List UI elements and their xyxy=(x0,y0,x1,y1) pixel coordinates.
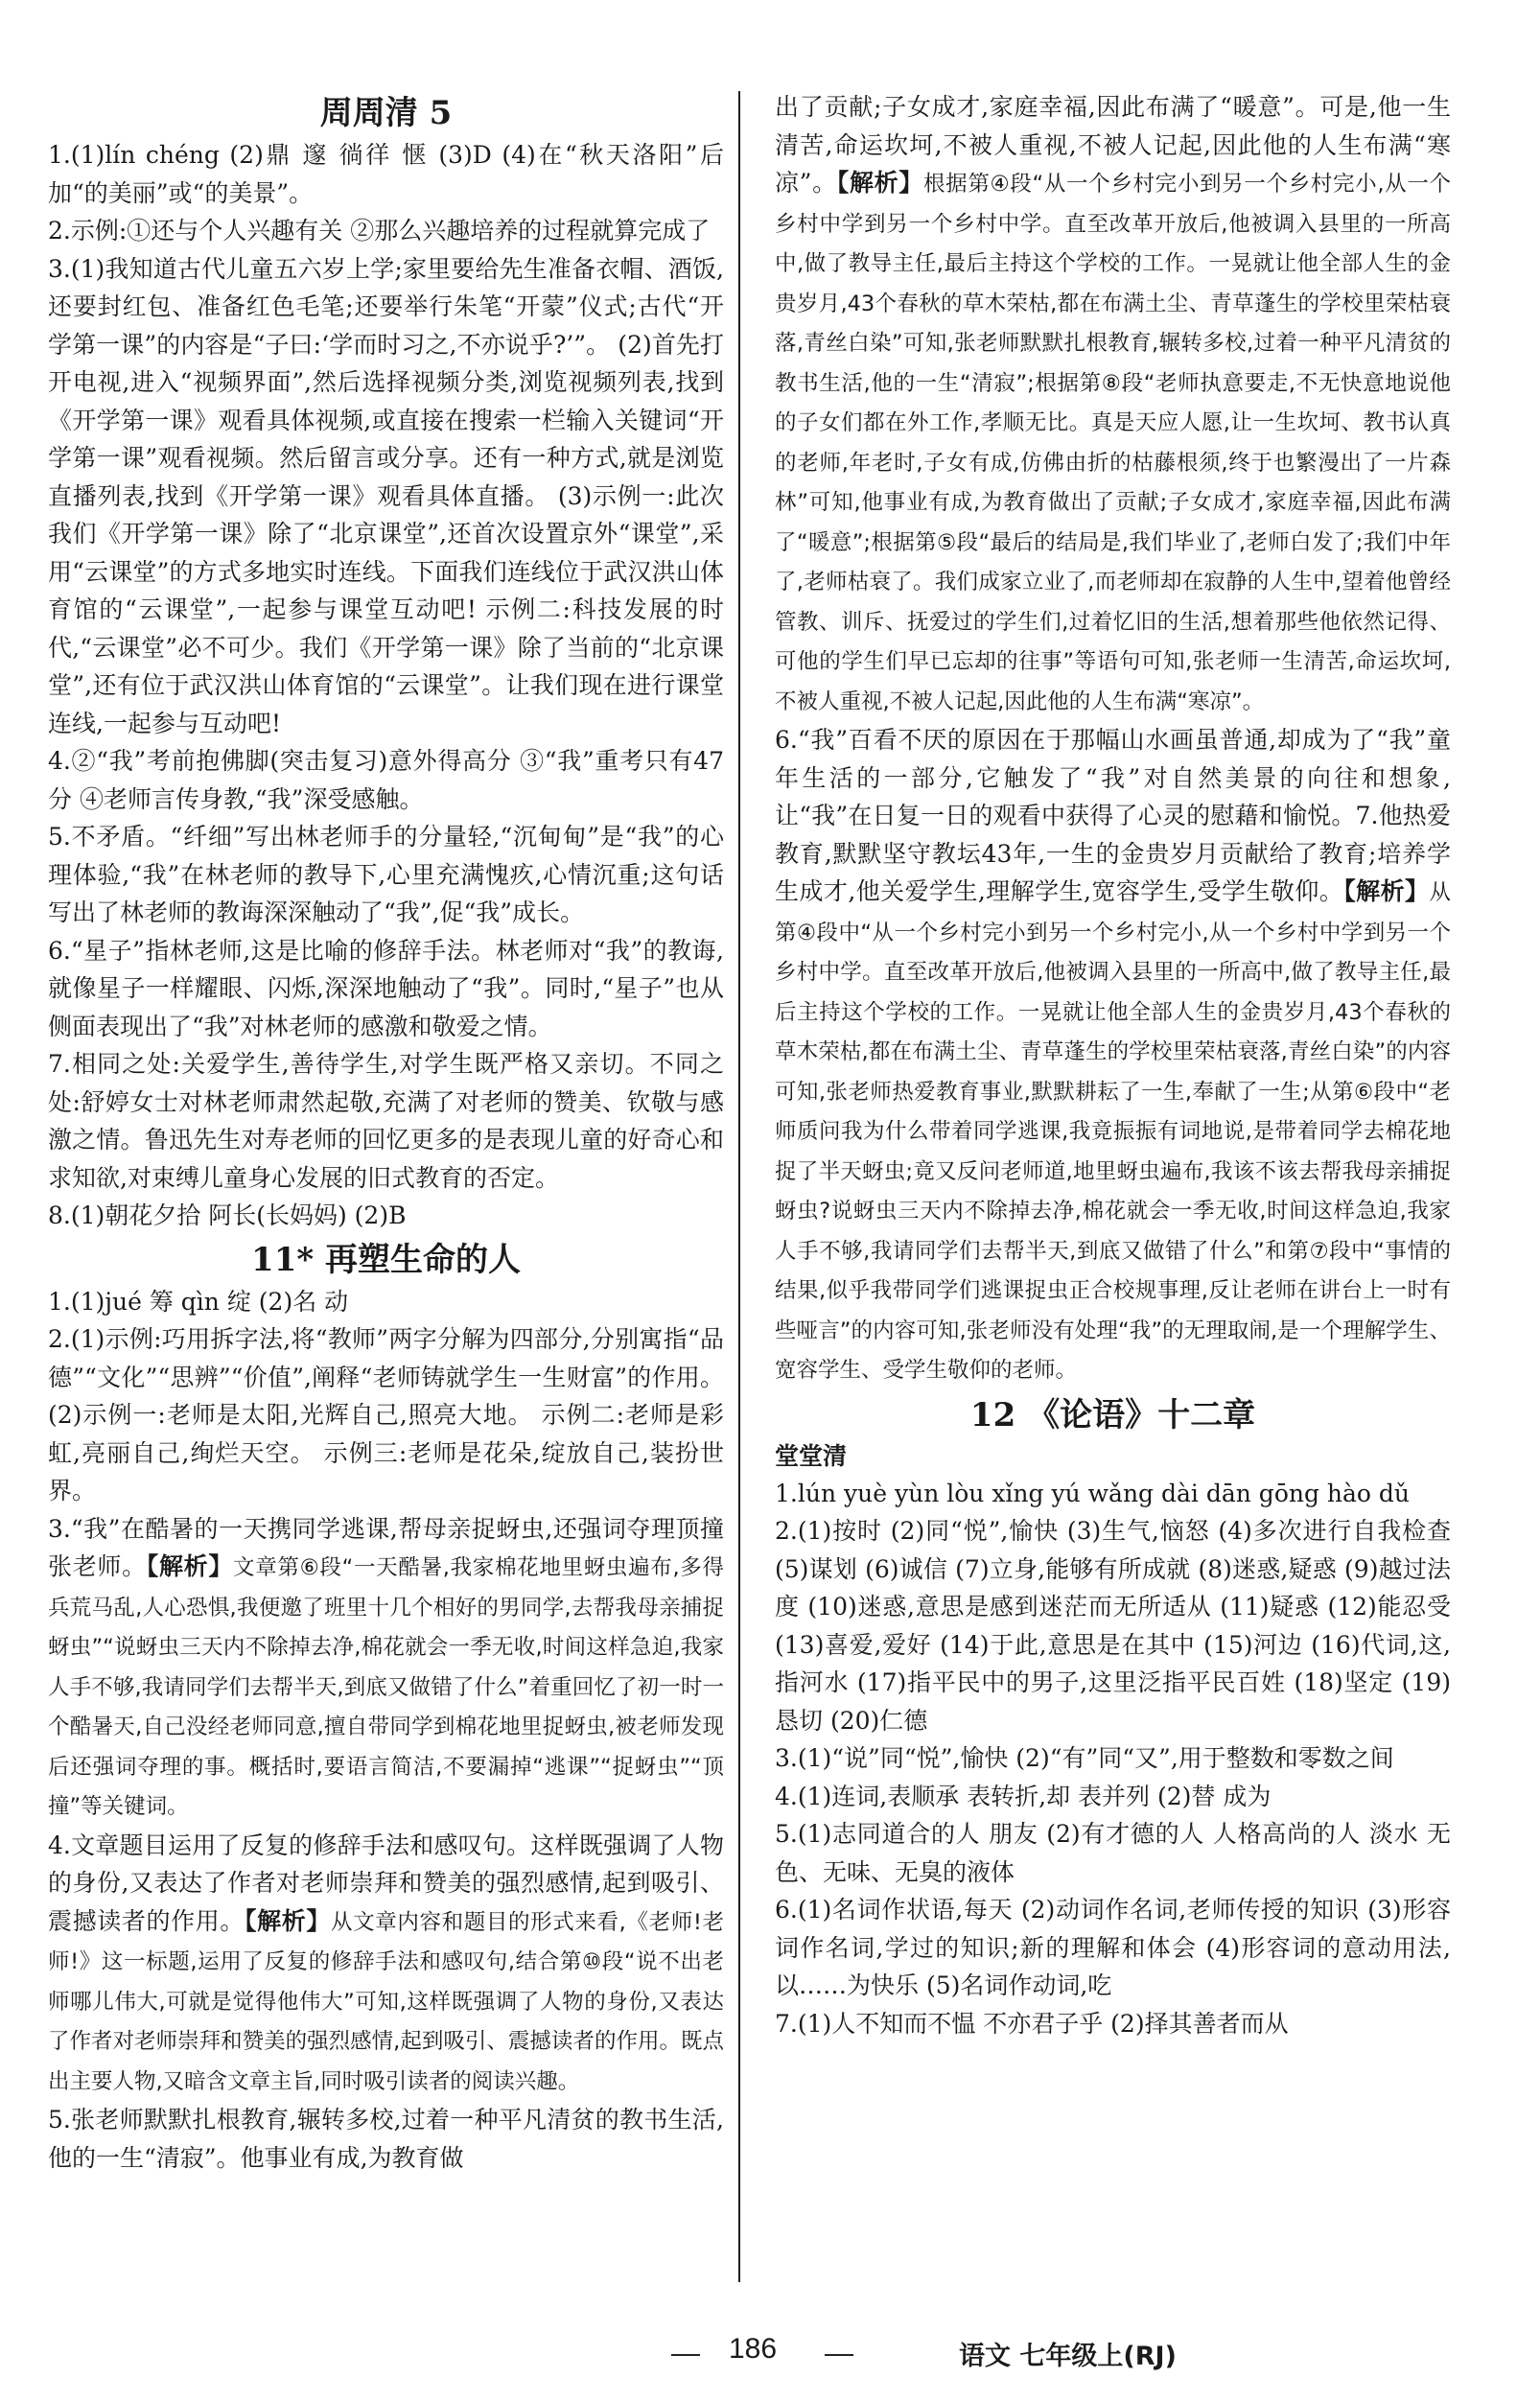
analysis-text: 从第④段中“从一个乡村完小到另一个乡村完小,从一个乡村中学到另一个乡村中学。直至改革开放后,他被调入县里的一所高中,做了教导主任,最后主持这个学校的工作。一晃就让他全部人生的金贵岁月,43个春秋的草木荣枯,都在布满土尘、青草蓬生的学校里荣枯衰落,青丝白染”的内容可知,张老师热爱教育事业,默默耕耘了一生,奉献了一生;从第⑥段中“老师质问我为什么带着同学逃课,我竟振振有词地说,是带着同学去棉花地捉了半天蚜虫;竟又反问老师道,地里蚜虫遍布,我该不该去帮我母亲捕捉蚜虫?说蚜虫三天内不除掉去净,棉花就会一季无收,时间这样急迫,我家人手不够,我请同学们去帮半天,到底又做错了什么”和第⑦段中“事情的结果,似乎我带同学们逃课捉虫正合校规事理,反让老师在讲台上一时有些哑言”的内容可知,张老师没有处理“我”的无理取闹,是一个理解学生、宽容学生、受学生敬仰的老师。 xyxy=(775,880,1451,1383)
answer-item: 2.示例:①还与个人兴趣有关 ②那么兴趣培养的过程就算完成了 xyxy=(48,217,711,245)
analysis-text: 根据第④段“从一个乡村完小到另一个乡村完小,从一个乡村中学到另一个乡村中学。直至改革开放后,他被调入县里的一所高中,做了教导主任,最后主持这个学校的工作。一晃就让他全部人生的金贵岁月,43个春秋的草木荣枯,都在布满土尘、青草蓬生的学校里荣枯衰落,青丝白染”可知,张老师默默扎根教育,辗转多校,过着一种平凡清贫的教书生活,他的一生“清寂”;根据第⑧段“老师执意要走,不无快意地说他的子女们都在外工作,孝顺无比。真是天应人愿,让一生坎坷、教书认真的老师,年老时,子女有成,仿佛由折的枯藤根须,终于也繁漫出了一片森林”可知,他事业有成,为教育做出了贡献;子女成才,家庭幸福,因此布满了“暖意”;根据第⑤段“最后的结局是,我们毕业了,老师白发了;我们中年了,老师枯衰了。我们成家立业了,而老师却在寂静的人生中,望着他曾经管教、训斥、抚爱过的学生们,过着忆旧的生活,想着那些他依然记得、可他的学生们早已忘却的往事”等语句可知,张老师一生清苦,命运坎坷,不被人重视,不被人记起,因此他的人生布满“寒凉”。 xyxy=(775,172,1452,714)
answer-item: 4.②“我”考前抱佛脚(突击复习)意外得高分 ③“我”重考只有47分 ④老师言传身教,“我”深受感触。 xyxy=(48,747,724,813)
answer-item: 3.(1)“说”同“悦”,愉快 (2)“有”同“又”,用于整数和零数之间 xyxy=(775,1744,1394,1772)
subject-label: 语文 七年级上(RJ) xyxy=(959,2342,1177,2371)
analysis-tag: 【解析】 xyxy=(1343,877,1430,905)
answer-item xyxy=(48,1827,724,2102)
analysis-tag: 【解析】 xyxy=(245,1906,332,1935)
answer-item xyxy=(775,721,1451,1390)
answer-item: 2.(1)按时 (2)同“悦”,愉快 (3)生气,恼怒 (4)多次进行自我检查 (5)谋划 (6)诚信 (7)立身,能够有所成就 (8)迷惑,疑惑 (9)越过法度 (10)迷惑,意思是感到迷茫而无所适从 (11)疑惑 (12)能忍受 (13)喜爱,爱好 (14)于此,意思是在其中 (15)河边 (16)代词,这,指河水 (17)指平民中的男子,这里泛指平民百姓 (18)坚定 (19)恳切 (20)仁德 xyxy=(775,1517,1451,1735)
section-title-zhouzhouqing: 周周清 5 xyxy=(319,94,453,132)
answer-text: 3.“我”在酷暑的一天携同学逃课,帮母亲捉蚜虫,还强词夺理顶撞张老师。 xyxy=(48,1514,724,1580)
answer-item: 8.(1)朝花夕拾 阿长(长妈妈) (2)B xyxy=(48,1201,407,1229)
left-column xyxy=(48,88,724,2177)
analysis-text: 文章第⑥段“一天酷暑,我家棉花地里蚜虫遍布,多得兵荒马乱,人心恐惧,我便邀了班里十几个相好的男同学,去帮我母亲捕捉蚜虫”“说蚜虫三天内不除掉去净,棉花就会一季无收,时间这样急迫,我家人手不够,我请同学们去帮半天,到底又做错了什么”着重回忆了初一时一个酷暑天,自己没经老师同意,擅自带同学到棉花地里捉蚜虫,被老师发现后还强词夺理的事。概括时,要语言简洁,不要漏掉“逃课”“捉蚜虫”“顶撞”等关键词。 xyxy=(48,1555,724,1819)
answer-item: 3.(1)我知道古代儿童五六岁上学;家里要给先生准备衣帽、酒饭,还要封红包、准备红色毛笔;还要举行朱笔“开蒙”仪式;古代“开学第一课”的内容是“子曰:‘学而时习之,不亦说乎?’”。 (2)首先打开电视,进入“视频界面”,然后选择视频分类,浏览视频列表,找到《开学第一课》观看具体视频,或直接在搜索一栏输入关键词“开学第一课”观看视频。然后留言或分享。还有一种方式,就是浏览直播列表,找到《开学第一课》观看具体直播。 (3)示例一:此次我们《开学第一课》除了“北京课堂”,还首次设置京外“课堂”,采用“云课堂”的方式多地实时连线。下面我们连线位于武汉洪山体育馆的“云课堂”,一起参与课堂互动吧! 示例二:科技发展的时代,“云课堂”必不可少。我们《开学第一课》除了当前的“北京课堂”,还有位于武汉洪山体育馆的“云课堂”。让我们现在进行课堂连线,一起参与互动吧! xyxy=(48,254,724,737)
right-column xyxy=(775,88,1451,2042)
answer-item: 5.(1)志同道合的人 朋友 (2)有才德的人 人格高尚的人 淡水 无色、无味、无臭的液体 xyxy=(775,1820,1451,1886)
answer-text: 出了贡献;子女成才,家庭幸福,因此布满了“暖意”。可是,他一生清苦,命运坎坷,不被人重视,不被人记起,因此他的人生布满“寒凉”。 xyxy=(775,93,1451,197)
answer-item: 6.“星子”指林老师,这是比喻的修辞手法。林老师对“我”的教诲,就像星子一样耀眼、闪烁,深深地触动了“我”。同时,“星子”也从侧面表现出了“我”对林老师的感激和敬爱之情。 xyxy=(48,936,724,1040)
answer-text: 4.文章题目运用了反复的修辞手法和感叹句。这样既强调了人物的身份,又表达了作者对老师崇拜和赞美的强烈感情,起到吸引、震撼读者的作用。 xyxy=(48,1831,724,1935)
footer-dash-right xyxy=(825,2354,853,2356)
answer-item: 1.(1)lín chéng (2)鼎 邃 徜徉 惬 (3)D (4)在“秋天洛阳”后加“的美丽”或“的美景”。 xyxy=(48,141,724,207)
answer-item: 1.(1)jué 筹 qìn 绽 (2)名 动 xyxy=(48,1287,349,1316)
answer-item xyxy=(775,88,1451,721)
section-title-lesson-11: 11* 再塑生命的人 xyxy=(251,1240,521,1279)
answer-item xyxy=(48,1510,724,1827)
answer-item: 6.(1)名词作状语,每天 (2)动词作名词,老师传授的知识 (3)形容词作名词,学过的知识;新的理解和体会 (4)形容词的意动用法,以……为快乐 (5)名词作动词,吃 xyxy=(775,1896,1451,1999)
subsection-title-tangtangqing: 堂堂清 xyxy=(775,1441,848,1470)
answer-item: 7.(1)人不知而不愠 不亦君子乎 (2)择其善者而从 xyxy=(775,2009,1289,2038)
answer-item: 5.张老师默默扎根教育,辗转多校,过着一种平凡清贫的教书生活,他的一生“清寂”。他事业有成,为教育做 xyxy=(48,2106,724,2172)
answer-item: 1.lún yuè yùn lòu xǐng yú wǎng dài dān gōng hào dǔ xyxy=(775,1479,1411,1507)
analysis-tag: 【解析】 xyxy=(146,1552,234,1580)
footer-dash-left xyxy=(671,2354,700,2356)
page-footer xyxy=(0,2333,1540,2371)
analysis-text: 从文章内容和题目的形式来看,《老师!老师!》这一标题,运用了反复的修辞手法和感叹句,结合第⑩段“说不出老师哪儿伟大,可就是觉得他伟大”可知,这样既强调了人物的身份,又表达了作者对老师崇拜和赞美的强烈感情,起到吸引、震撼读者的作用。既点出主要人物,又暗含文章主旨,同时吸引读者的阅读兴趣。 xyxy=(48,1909,724,2094)
section-title-lesson-12: 12 《论语》十二章 xyxy=(969,1395,1256,1434)
answer-item: 5.不矛盾。“纤细”写出林老师手的分量轻,“沉甸甸”是“我”的心理体验,“我”在林老师的教导下,心里充满愧疚,心情沉重;这句话写出了林老师的教诲深深触动了“我”,促“我”成长。 xyxy=(48,823,724,926)
column-divider xyxy=(738,91,740,2282)
answer-item: 7.相同之处:关爱学生,善待学生,对学生既严格又亲切。不同之处:舒婷女士对林老师肃然起敬,充满了对老师的赞美、钦敬与感激之情。鲁迅先生对寿老师的回忆更多的是表现儿童的好奇心和求知欲,对束缚儿童身心发展的旧式教育的否定。 xyxy=(48,1050,724,1192)
answer-item: 2.(1)示例:巧用拆字法,将“教师”两字分解为四部分,分别寓指“品德”“文化”“思辨”“价值”,阐释“老师铸就学生一生财富”的作用。 (2)示例一:老师是太阳,光辉自己,照亮大地。 示例二:老师是彩虹,亮丽自己,绚烂天空。 示例三:老师是花朵,绽放自己,装扮世界。 xyxy=(48,1325,724,1504)
analysis-tag: 【解析】 xyxy=(836,169,923,197)
page-number: 186 xyxy=(729,2333,778,2365)
answer-text: 6.“我”百看不厌的原因在于那幅山水画虽普通,却成为了“我”童年生活的一部分,它触发了“我”对自然美景的向往和想象,让“我”在日复一日的观看中获得了心灵的慰藉和愉悦。7.他热爱教育,默默坚守教坛43年,一生的金贵岁月贡献给了教育;培养学生成才,他关爱学生,理解学生,宽容学生,受学生敬仰。 xyxy=(775,726,1451,905)
answer-item: 4.(1)连词,表顺承 表转折,却 表并列 (2)替 成为 xyxy=(775,1782,1272,1810)
